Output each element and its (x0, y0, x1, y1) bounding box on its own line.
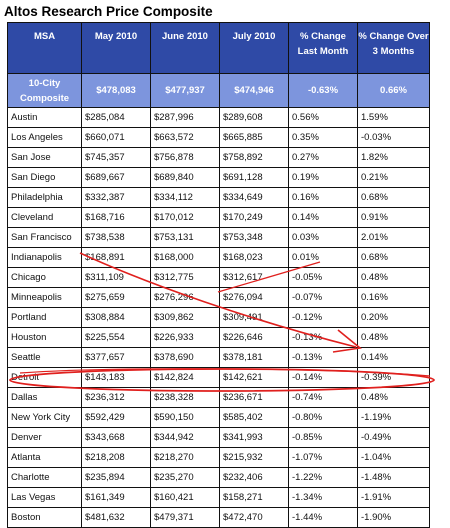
cell-change-3-months: -1.19% (358, 408, 430, 428)
cell-change-3-months: 0.91% (358, 208, 430, 228)
cell-change-3-months: 2.01% (358, 228, 430, 248)
cell-change-3-months: 1.59% (358, 108, 430, 128)
cell-change-month: 0.56% (289, 108, 358, 128)
cell-july: $312,617 (220, 268, 289, 288)
header-change-last-month: % Change Last Month (289, 23, 358, 74)
cell-change-3-months: -0.03% (358, 128, 430, 148)
cell-msa: Las Vegas (8, 488, 82, 508)
cell-change-3-months: -1.48% (358, 468, 430, 488)
cell-june: $590,150 (151, 408, 220, 428)
cell-msa: Philadelphia (8, 188, 82, 208)
cell-july: $236,671 (220, 388, 289, 408)
table-row (8, 428, 430, 448)
cell-july: $334,649 (220, 188, 289, 208)
cell-msa: Dallas (8, 388, 82, 408)
table-row (8, 328, 430, 348)
cell-change-3-months: -1.90% (358, 508, 430, 528)
cell-july: $753,348 (220, 228, 289, 248)
cell-june: $226,933 (151, 328, 220, 348)
cell-july: $215,932 (220, 448, 289, 468)
cell-change-month: -0.13% (289, 348, 358, 368)
cell-july: $378,181 (220, 348, 289, 368)
table-row (8, 488, 430, 508)
cell-june: $170,012 (151, 208, 220, 228)
cell-change-3-months: -0.49% (358, 428, 430, 448)
table-row (8, 268, 430, 288)
cell-may: $377,657 (82, 348, 151, 368)
cell-may: $235,894 (82, 468, 151, 488)
cell-july: $585,402 (220, 408, 289, 428)
table-row (8, 348, 430, 368)
table-row (8, 248, 430, 268)
cell-change-3-months: 0.16% (358, 288, 430, 308)
composite-change-month: -0.63% (289, 74, 358, 108)
cell-change-month: -0.74% (289, 388, 358, 408)
cell-change-3-months: 0.68% (358, 188, 430, 208)
table-row (8, 208, 430, 228)
cell-change-3-months: 0.48% (358, 268, 430, 288)
table-row (8, 508, 430, 528)
composite-label: 10-City Composite (8, 74, 82, 108)
cell-change-month: -1.44% (289, 508, 358, 528)
table-row (8, 228, 430, 248)
cell-may: $592,429 (82, 408, 151, 428)
cell-june: $479,371 (151, 508, 220, 528)
cell-june: $663,572 (151, 128, 220, 148)
cell-change-3-months: 1.82% (358, 148, 430, 168)
cell-msa: Indianapolis (8, 248, 82, 268)
header-msa: MSA (8, 23, 82, 74)
cell-msa: Minneapolis (8, 288, 82, 308)
cell-change-3-months: 0.48% (358, 388, 430, 408)
cell-may: $143,183 (82, 368, 151, 388)
page-title: Altos Research Price Composite (4, 4, 213, 19)
cell-msa: Detroit (8, 368, 82, 388)
cell-july: $691,128 (220, 168, 289, 188)
cell-msa: New York City (8, 408, 82, 428)
cell-msa: Charlotte (8, 468, 82, 488)
table-row (8, 128, 430, 148)
table-row (8, 468, 430, 488)
cell-june: $689,840 (151, 168, 220, 188)
cell-may: $481,632 (82, 508, 151, 528)
table-row (8, 108, 430, 128)
cell-msa: Chicago (8, 268, 82, 288)
table-row (8, 448, 430, 468)
composite-june: $477,937 (151, 74, 220, 108)
cell-june: $334,112 (151, 188, 220, 208)
cell-may: $311,109 (82, 268, 151, 288)
cell-change-month: 0.16% (289, 188, 358, 208)
cell-may: $738,538 (82, 228, 151, 248)
cell-change-month: -0.07% (289, 288, 358, 308)
cell-may: $161,349 (82, 488, 151, 508)
cell-june: $309,862 (151, 308, 220, 328)
cell-july: $341,993 (220, 428, 289, 448)
composite-change-3-months: 0.66% (358, 74, 430, 108)
cell-change-3-months: 0.20% (358, 308, 430, 328)
cell-may: $689,667 (82, 168, 151, 188)
cell-june: $235,270 (151, 468, 220, 488)
cell-change-month: -1.07% (289, 448, 358, 468)
cell-change-month: 0.14% (289, 208, 358, 228)
cell-july: $226,646 (220, 328, 289, 348)
cell-may: $343,668 (82, 428, 151, 448)
cell-change-month: 0.03% (289, 228, 358, 248)
header-row (8, 23, 430, 74)
cell-may: $168,891 (82, 248, 151, 268)
cell-msa: Seattle (8, 348, 82, 368)
cell-july: $276,094 (220, 288, 289, 308)
cell-june: $168,000 (151, 248, 220, 268)
cell-july: $168,023 (220, 248, 289, 268)
header-july-2010: July 2010 (220, 23, 289, 74)
composite-may: $478,083 (82, 74, 151, 108)
cell-june: $238,328 (151, 388, 220, 408)
cell-change-3-months: 0.48% (358, 328, 430, 348)
cell-july: $170,249 (220, 208, 289, 228)
cell-change-month: 0.01% (289, 248, 358, 268)
cell-change-3-months: 0.68% (358, 248, 430, 268)
cell-msa: San Francisco (8, 228, 82, 248)
cell-july: $472,470 (220, 508, 289, 528)
composite-july: $474,946 (220, 74, 289, 108)
cell-june: $287,996 (151, 108, 220, 128)
cell-june: $218,270 (151, 448, 220, 468)
cell-july: $158,271 (220, 488, 289, 508)
cell-june: $276,296 (151, 288, 220, 308)
cell-msa: Boston (8, 508, 82, 528)
cell-may: $285,084 (82, 108, 151, 128)
cell-july: $758,892 (220, 148, 289, 168)
cell-change-3-months: 0.14% (358, 348, 430, 368)
table-row (8, 168, 430, 188)
cell-may: $168,716 (82, 208, 151, 228)
table-row (8, 148, 430, 168)
cell-may: $218,208 (82, 448, 151, 468)
cell-msa: Cleveland (8, 208, 82, 228)
cell-change-month: -1.34% (289, 488, 358, 508)
header-june-2010: June 2010 (151, 23, 220, 74)
cell-change-month: -0.80% (289, 408, 358, 428)
cell-may: $660,071 (82, 128, 151, 148)
header-change-3-months: % Change Over 3 Months (358, 23, 430, 74)
cell-june: $753,131 (151, 228, 220, 248)
cell-july: $665,885 (220, 128, 289, 148)
cell-msa: San Diego (8, 168, 82, 188)
cell-june: $312,775 (151, 268, 220, 288)
cell-change-month: -0.13% (289, 328, 358, 348)
cell-july: $289,608 (220, 108, 289, 128)
cell-may: $275,659 (82, 288, 151, 308)
table-row (8, 188, 430, 208)
header-may-2010: May 2010 (82, 23, 151, 74)
cell-may: $236,312 (82, 388, 151, 408)
cell-change-month: -0.14% (289, 368, 358, 388)
cell-msa: Denver (8, 428, 82, 448)
cell-change-3-months: -1.04% (358, 448, 430, 468)
cell-change-3-months: -1.91% (358, 488, 430, 508)
cell-msa: Portland (8, 308, 82, 328)
cell-msa: Los Angeles (8, 128, 82, 148)
price-composite-table (7, 22, 430, 528)
cell-change-month: -1.22% (289, 468, 358, 488)
cell-change-3-months: 0.21% (358, 168, 430, 188)
cell-may: $308,884 (82, 308, 151, 328)
cell-change-month: -0.85% (289, 428, 358, 448)
table-row (8, 288, 430, 308)
cell-change-month: 0.27% (289, 148, 358, 168)
cell-june: $160,421 (151, 488, 220, 508)
cell-july: $232,406 (220, 468, 289, 488)
cell-june: $756,878 (151, 148, 220, 168)
cell-msa: Atlanta (8, 448, 82, 468)
cell-change-month: 0.19% (289, 168, 358, 188)
cell-june: $344,942 (151, 428, 220, 448)
cell-change-month: 0.35% (289, 128, 358, 148)
cell-msa: San Jose (8, 148, 82, 168)
cell-change-month: -0.05% (289, 268, 358, 288)
cell-msa: Houston (8, 328, 82, 348)
composite-row (8, 74, 430, 108)
cell-may: $745,357 (82, 148, 151, 168)
table-row (8, 388, 430, 408)
cell-july: $142,621 (220, 368, 289, 388)
cell-july: $309,491 (220, 308, 289, 328)
cell-change-3-months: -0.39% (358, 368, 430, 388)
cell-june: $142,824 (151, 368, 220, 388)
cell-may: $332,387 (82, 188, 151, 208)
table-row (8, 408, 430, 428)
table-row (8, 368, 430, 388)
cell-msa: Austin (8, 108, 82, 128)
cell-may: $225,554 (82, 328, 151, 348)
table-row (8, 308, 430, 328)
cell-change-month: -0.12% (289, 308, 358, 328)
cell-june: $378,690 (151, 348, 220, 368)
